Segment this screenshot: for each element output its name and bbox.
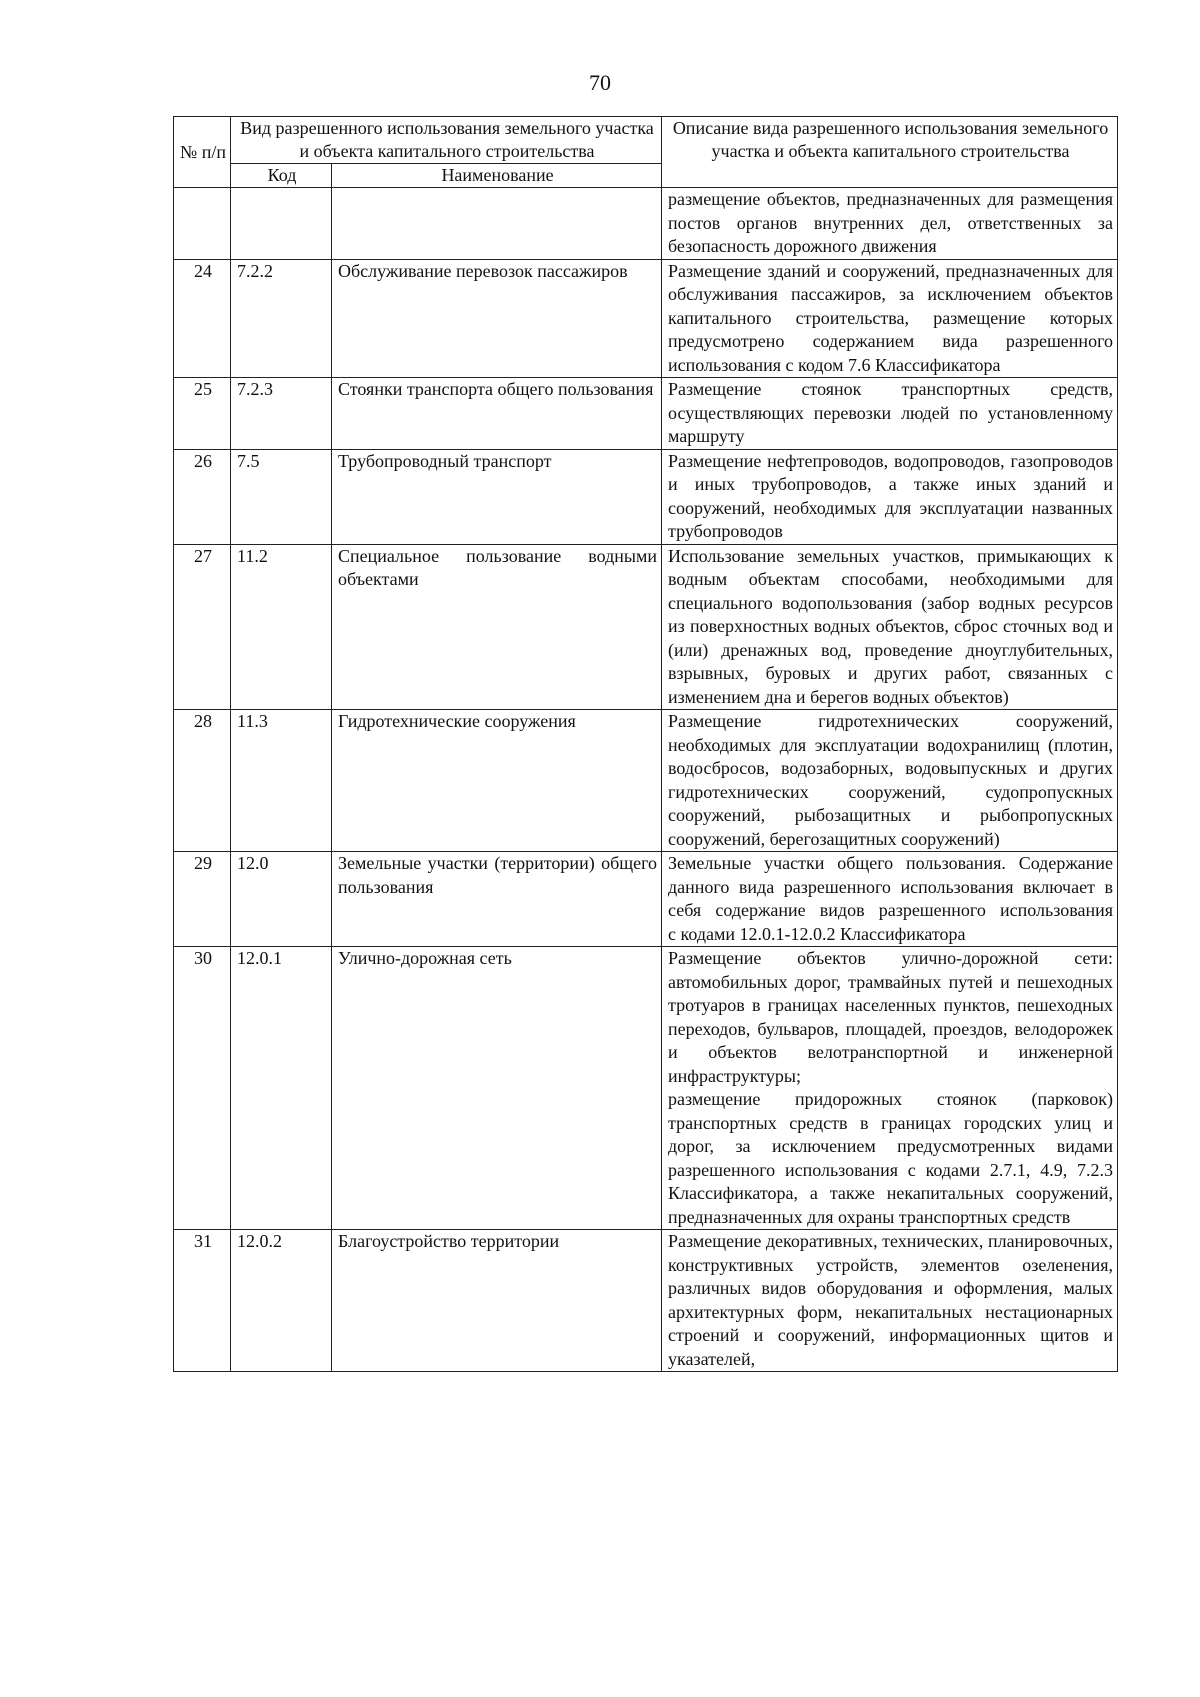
row-code: 12.0: [231, 852, 332, 947]
row-name-text: Специальное пользование водными объектами: [338, 545, 658, 589]
row-name-text: Стоянки транспорта общего пользования: [338, 379, 654, 399]
row-description-text: Размещение декоративных, технических, планировочных, конструктивных устройств, элементов озеленения, различных видов оборудования и оформления, малых архитектурных форм, некапитальных нестационарных строений и сооружений, информационных щитов и указателей,: [668, 1231, 1114, 1369]
row-number: 27: [174, 544, 231, 710]
row-description: [662, 852, 1118, 947]
row-name: [332, 544, 662, 710]
row-description-text: Земельные участки общего пользования. Содержание данного вида разрешенного использования включает в себя содержание видов разрешенного использования: [668, 853, 1114, 920]
table-row: [174, 710, 1118, 852]
table-row: [174, 544, 1118, 710]
row-description: [662, 188, 1118, 260]
row-description: [662, 449, 1118, 544]
row-number: 25: [174, 378, 231, 450]
row-number: 26: [174, 449, 231, 544]
row-description-text: Размещение нефтепроводов, водопроводов, газопроводов и иных трубопроводов, а также иных зданий и сооружений, необходимых для эксплуатации названных трубопроводов: [668, 450, 1114, 541]
row-description: [662, 378, 1118, 450]
row-code: 11.3: [231, 710, 332, 852]
land-use-table: [173, 116, 1118, 1372]
row-description-text: Размещение объектов улично-дорожной сети: автомобильных дорог, трамвайных путей и пешеходных тротуаров в границах населенных пунктов, пешеходных переходов, бульваров, площадей, проездов, велодорожек и объектов велотранспортной и инженерной инфраструктуры;: [668, 948, 1114, 1086]
table-row: [174, 852, 1118, 947]
row-number: [174, 188, 231, 260]
header-number: № п/п: [174, 117, 231, 188]
row-code: 7.5: [231, 449, 332, 544]
row-name: [332, 1230, 662, 1372]
row-code: 7.2.2: [231, 259, 332, 378]
row-name-text: Земельные участки (территории) общего пользования: [338, 853, 658, 897]
table-row: [174, 449, 1118, 544]
row-code: 11.2: [231, 544, 332, 710]
row-code: 7.2.3: [231, 378, 332, 450]
row-code: 12.0.1: [231, 947, 332, 1230]
table-row: [174, 259, 1118, 378]
row-name: [332, 188, 662, 260]
table-row: [174, 1230, 1118, 1372]
row-name-text: Гидротехнические сооружения: [338, 711, 576, 731]
row-description: [662, 710, 1118, 852]
row-code: 12.0.2: [231, 1230, 332, 1372]
row-name: [332, 449, 662, 544]
row-description: [662, 1230, 1118, 1372]
row-number: 29: [174, 852, 231, 947]
row-name-text: Обслуживание перевозок пассажиров: [338, 260, 628, 281]
table-row: [174, 378, 1118, 450]
row-description: [662, 544, 1118, 710]
row-description-text: размещение придорожных стоянок (парковок) транспортных средств в границах городских улиц и дорог, за исключением предусмотренных видами разрешенного использования с кодами 2.7.1, 4.9, 7.2.3 Классификатора, а также некапитальных сооружений, предназначенных для охраны транспортных средств: [668, 1089, 1114, 1227]
header-use-type: Вид разрешенного использования земельного участка и объекта капитального строительства: [231, 117, 662, 164]
table-row: [174, 947, 1118, 1230]
header-name: Наименование: [332, 164, 662, 188]
row-name-text: Благоустройство территории: [338, 1231, 560, 1251]
row-description: [662, 259, 1118, 378]
table-header: [174, 117, 1118, 188]
row-name-text: Трубопроводный транспорт: [338, 450, 552, 471]
row-code: [231, 188, 332, 260]
row-number: 24: [174, 259, 231, 378]
row-name: [332, 378, 662, 450]
row-description-text: Использование земельных участков, примыкающих к водным объектам способами, необходимыми для специального водопользования (забор водных ресурсов из поверхностных водных объектов, сброс сточных вод и (или) дренажных вод, проведение дноуглубительных, взрывных, буровых и других работ, связанных с изменением дна и берегов водных объектов): [668, 545, 1114, 707]
page-number: 70: [589, 70, 611, 95]
row-name: [332, 710, 662, 852]
row-name: [332, 947, 662, 1230]
row-description-text: Размещение стоянок транспортных средств, осуществляющих перевозки людей по установленному маршруту: [668, 379, 1114, 446]
row-name: [332, 852, 662, 947]
row-description: [662, 947, 1118, 1230]
row-number: 28: [174, 710, 231, 852]
header-code: Код: [231, 164, 332, 188]
table-row: [174, 188, 1118, 260]
row-number: 30: [174, 947, 231, 1230]
row-name-text: Улично-дорожная сеть: [338, 948, 512, 968]
row-description-text: Размещение гидротехнических сооружений, необходимых для эксплуатации водохранилищ (плотин, водосбросов, водозаборных, водовыпускных и других гидротехнических сооружений, судопропускных сооружений, рыбозащитных и рыбопропускных сооружений, берегозащитных сооружений): [668, 711, 1114, 849]
row-description-text: Размещение зданий и сооружений, предназначенных для обслуживания пассажиров, за исключением объектов капитального строительства, размещение которых предусмотрено содержанием вида разрешенного использования с кодом 7.6 Классификатора: [668, 260, 1114, 375]
row-number: 31: [174, 1230, 231, 1372]
header-description: Описание вида разрешенного использования земельного участка и объекта капитального строительства: [662, 117, 1118, 188]
row-name: [332, 259, 662, 378]
row-description-text: с кодами 12.0.1-12.0.2 Классификатора: [668, 923, 966, 944]
row-description-text: размещение объектов, предназначенных для размещения постов органов внутренних дел, ответственных за безопасность дорожного движения: [668, 189, 1114, 256]
